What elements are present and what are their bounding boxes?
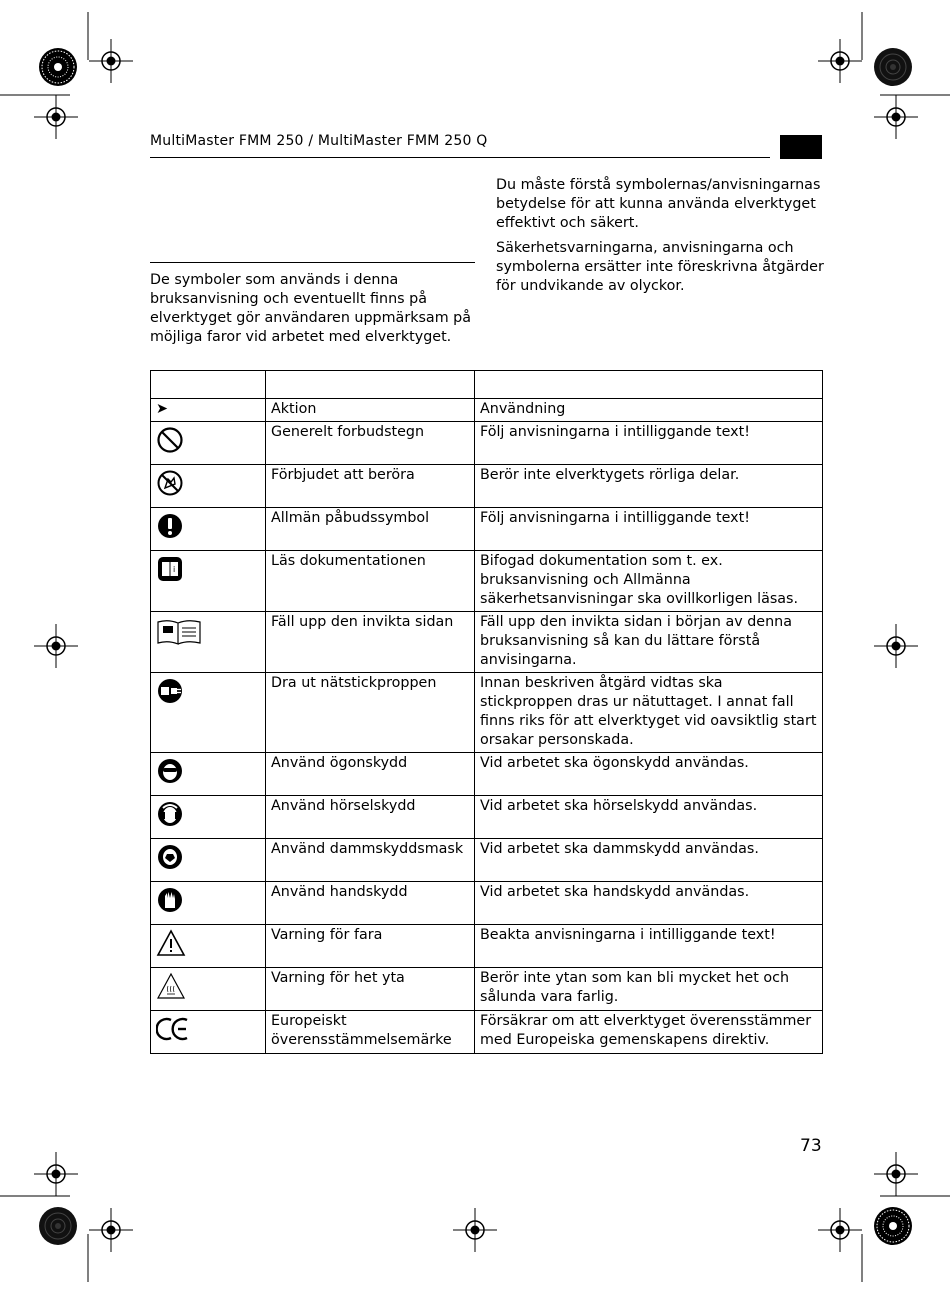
section-rule (150, 262, 475, 263)
row-action: Allmän påbudssymbol (266, 508, 475, 551)
header-cell-action (266, 371, 475, 399)
row-usage: Fäll upp den invikta sidan i början av denna bruksanvisning så kan du lättare förstå anvisingarna. (475, 612, 823, 673)
header-rule (150, 157, 770, 158)
table-subheader-row (151, 399, 823, 422)
header-cell-symbol (151, 371, 266, 399)
row-usage: Följ anvisningarna i intilliggande text! (475, 422, 823, 465)
subheader-usage: Användning (475, 399, 823, 422)
running-header: MultiMaster FMM 250 / MultiMaster FMM 250 Q (150, 133, 488, 149)
row-action: Fäll upp den invikta sidan (266, 612, 475, 673)
table-row (151, 753, 823, 796)
row-usage: Vid arbetet ska handskydd användas. (475, 882, 823, 925)
intro-right-paragraph-2: Säkerhetsvarningarna, anvisningarna och symbolerna ersätter inte föreskrivna åtgärder för undvikande av olyckor. (496, 240, 824, 294)
row-usage: Berör inte ytan som kan bli mycket het och sålunda vara farlig. (475, 968, 823, 1011)
subheader-action: Aktion (266, 399, 475, 422)
table-row (151, 968, 823, 1011)
row-usage: Innan beskriven åtgärd vidtas ska stickproppen dras ur nätuttaget. I annat fall finns riks för att elverktyget vid oavsiktlig start orsakar personskada. (475, 673, 823, 753)
eye-protection-icon (156, 757, 184, 791)
table-row (151, 839, 823, 882)
glove-icon (156, 886, 184, 920)
table-row (151, 508, 823, 551)
row-usage: Vid arbetet ska ögonskydd användas. (475, 753, 823, 796)
table-row (151, 925, 823, 968)
row-usage: Beakta anvisningarna i intilliggande text! (475, 925, 823, 968)
table-row (151, 465, 823, 508)
svg-text:i: i (173, 565, 176, 574)
row-usage: Bifogad dokumentation som t. ex. bruksanvisning och Allmänna säkerhetsanvisningar ska ovillkorligen läsas. (475, 551, 823, 612)
table-row (151, 551, 823, 612)
row-action: Dra ut nätstickproppen (266, 673, 475, 753)
row-action: Generelt forbudstegn (266, 422, 475, 465)
do-not-touch-icon (156, 469, 184, 503)
intro-right-column (496, 176, 826, 302)
row-usage: Följ anvisningarna i intilliggande text! (475, 508, 823, 551)
row-usage: Berör inte elverktygets rörliga delar. (475, 465, 823, 508)
read-manual-icon (156, 555, 184, 589)
mandatory-icon (156, 512, 184, 546)
table-row (151, 422, 823, 465)
row-usage: Vid arbetet ska hörselskydd användas. (475, 796, 823, 839)
row-action: Använd ögonskydd (266, 753, 475, 796)
table-row (151, 882, 823, 925)
row-action: Använd handskydd (266, 882, 475, 925)
row-action: Varning för het yta (266, 968, 475, 1011)
row-usage: Försäkrar om att elverktyget överensstämmer med Europeiska gemenskapens direktiv. (475, 1011, 823, 1054)
table-row (151, 1011, 823, 1054)
row-action: Läs dokumentationen (266, 551, 475, 612)
ear-protection-icon (156, 800, 184, 834)
row-action: Använd dammskyddsmask (266, 839, 475, 882)
subheader-symbol: ➤ (151, 399, 266, 422)
intro-right-paragraph-1: Du måste förstå symbolernas/anvisningarnas betydelse för att kunna använda elverktyget effektivt och säkert. (496, 177, 821, 231)
row-action: Varning för fara (266, 925, 475, 968)
row-action: Förbjudet att beröra (266, 465, 475, 508)
hot-surface-icon (156, 972, 186, 1006)
unplug-icon (156, 677, 184, 711)
table-row (151, 673, 823, 753)
table-row (151, 796, 823, 839)
intro-left-paragraph: De symboler som används i denna bruksanvisning och eventuellt finns på elverktyget gör användaren uppmärksam på möjliga faror vid arbetet med elverktyget. (150, 272, 471, 345)
prohibition-icon (156, 426, 184, 460)
thumb-tab (780, 135, 822, 159)
page-number: 73 (800, 1136, 822, 1156)
row-action: Använd hörselskydd (266, 796, 475, 839)
warning-triangle-icon (156, 929, 186, 963)
header-cell-usage (475, 371, 823, 399)
intro-left-column (150, 271, 475, 353)
dust-mask-icon (156, 843, 184, 877)
table-header-row (151, 371, 823, 399)
row-action: Europeiskt överensstämmelsemärke (266, 1011, 475, 1054)
ce-mark-icon (156, 1015, 190, 1049)
fold-out-page-icon (156, 616, 202, 652)
symbols-table (150, 370, 823, 1054)
row-usage: Vid arbetet ska dammskydd användas. (475, 839, 823, 882)
table-row (151, 612, 823, 673)
